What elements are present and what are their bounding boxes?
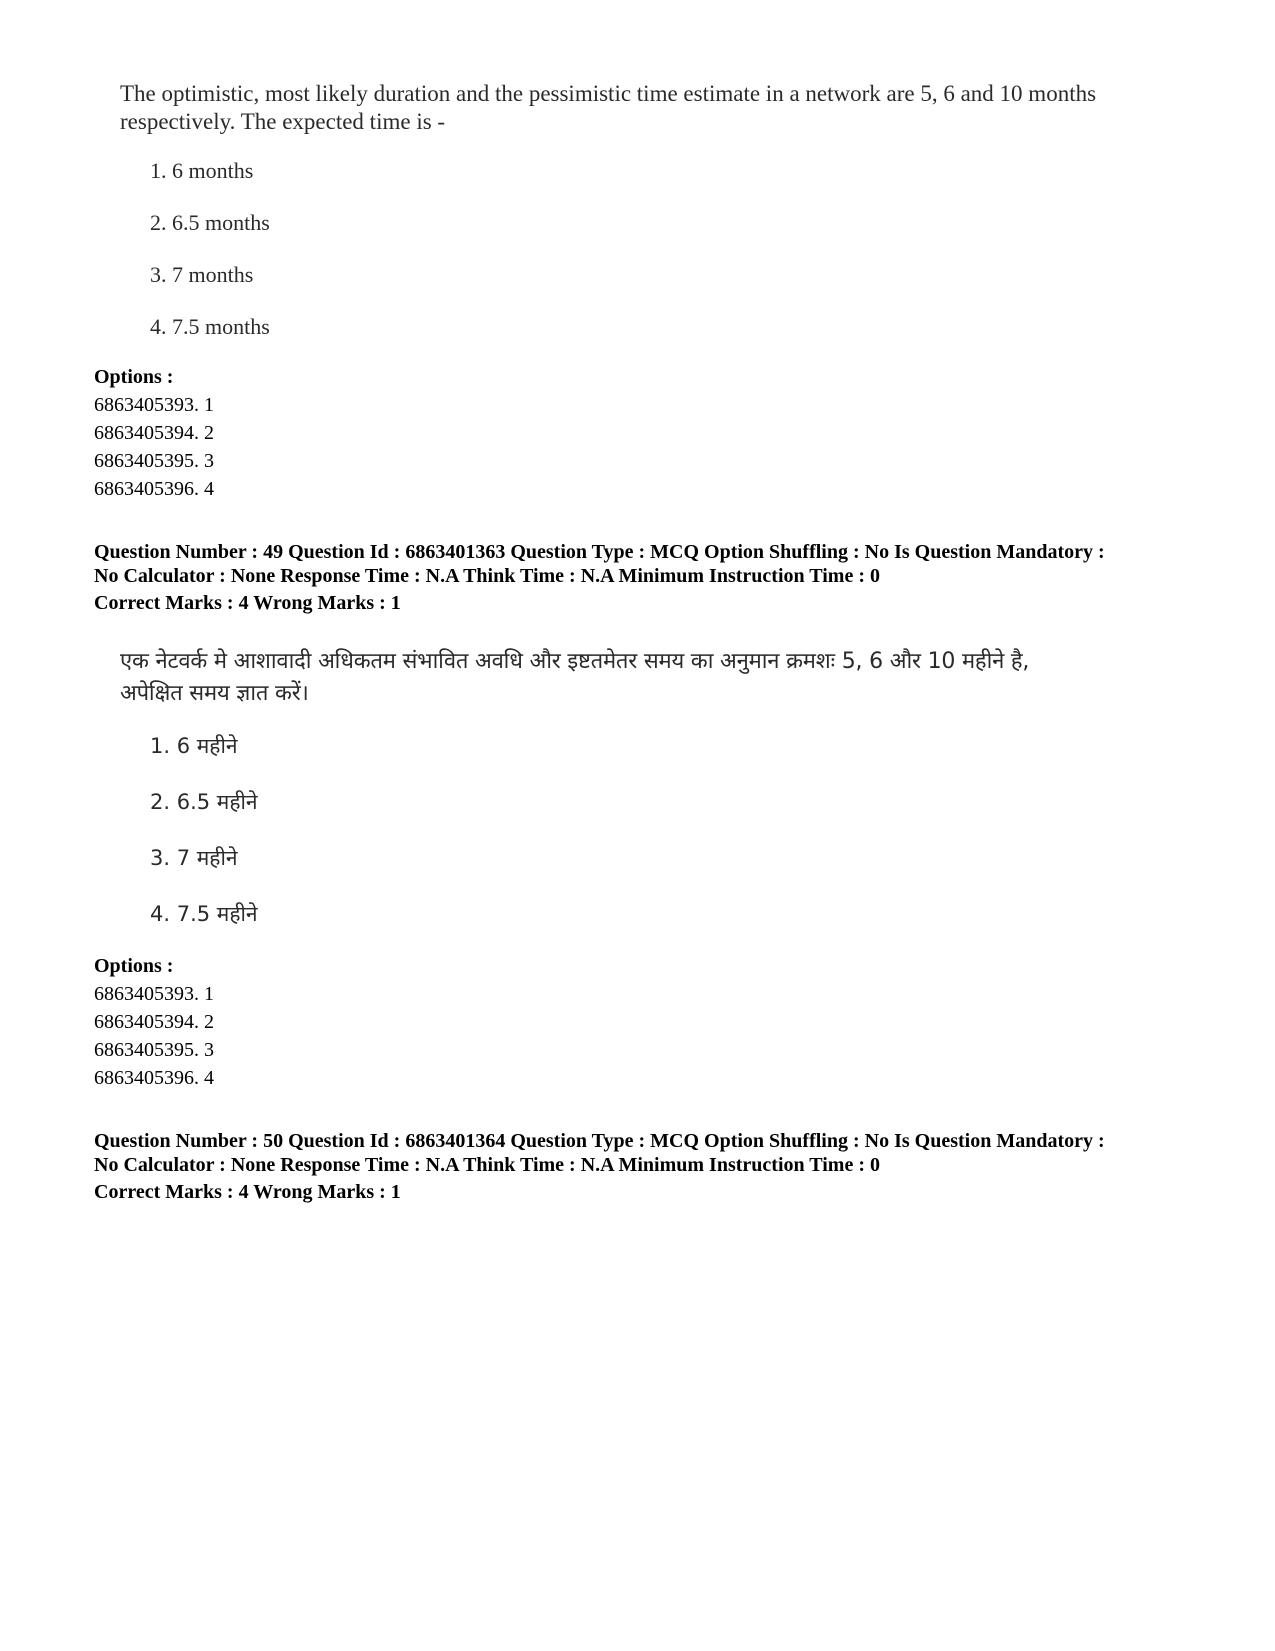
option-id-row: 6863405394. 2 <box>94 422 214 444</box>
question-50-marks: Correct Marks : 4 Wrong Marks : 1 <box>94 1181 401 1203</box>
question-49-choice-1: 1. 6 महीने <box>150 734 238 758</box>
option-id-row: 6863405396. 4 <box>94 478 214 500</box>
question-50-meta-line-2: No Calculator : None Response Time : N.A Think Time : N.A Minimum Instruction Time : 0 <box>94 1154 880 1176</box>
question-49-text-line-1: एक नेटवर्क मे आशावादी अधिकतम संभावित अवधि और इष्टतमेतर समय का अनुमान क्रमशः 5, 6 और 10 महीने है, <box>120 649 1030 674</box>
option-id-row: 6863405394. 2 <box>94 1011 214 1033</box>
option-id-row: 6863405393. 1 <box>94 983 214 1005</box>
question-49-meta <box>94 540 1194 588</box>
question-49-choice-3: 3. 7 महीने <box>150 846 238 870</box>
question-48-choice-3: 3. 7 months <box>150 262 254 287</box>
option-id-row: 6863405395. 3 <box>94 450 214 472</box>
question-49-text-line-2: अपेक्षित समय ज्ञात करें। <box>120 681 309 706</box>
question-48-choice-1: 1. 6 months <box>150 158 254 183</box>
question-49-meta-line-1: Question Number : 49 Question Id : 6863401363 Question Type : MCQ Option Shuffling : No Is Question Mandatory : <box>94 541 1105 563</box>
option-id-row: 6863405396. 4 <box>94 1067 214 1089</box>
question-50-meta-line-1: Question Number : 50 Question Id : 6863401364 Question Type : MCQ Option Shuffling : No Is Question Mandatory : <box>94 1130 1105 1152</box>
option-id-row: 6863405393. 1 <box>94 394 214 416</box>
question-49-marks: Correct Marks : 4 Wrong Marks : 1 <box>94 592 401 614</box>
question-49-text <box>120 646 1160 710</box>
question-49-meta-line-2: No Calculator : None Response Time : N.A Think Time : N.A Minimum Instruction Time : 0 <box>94 565 880 587</box>
question-49-choice-2: 2. 6.5 महीने <box>150 790 258 814</box>
question-48-choice-2: 2. 6.5 months <box>150 210 270 235</box>
question-50-meta <box>94 1129 1194 1177</box>
question-48-choice-4: 4. 7.5 months <box>150 314 270 339</box>
question-49-choice-4: 4. 7.5 महीने <box>150 902 258 926</box>
question-48-text: The optimistic, most likely duration and the pessimistic time estimate in a network are 5, 6 and 10 months respectively. The expected time is - <box>120 81 1097 134</box>
options-label: Options : <box>94 366 174 388</box>
options-label: Options : <box>94 955 174 977</box>
option-id-row: 6863405395. 3 <box>94 1039 214 1061</box>
